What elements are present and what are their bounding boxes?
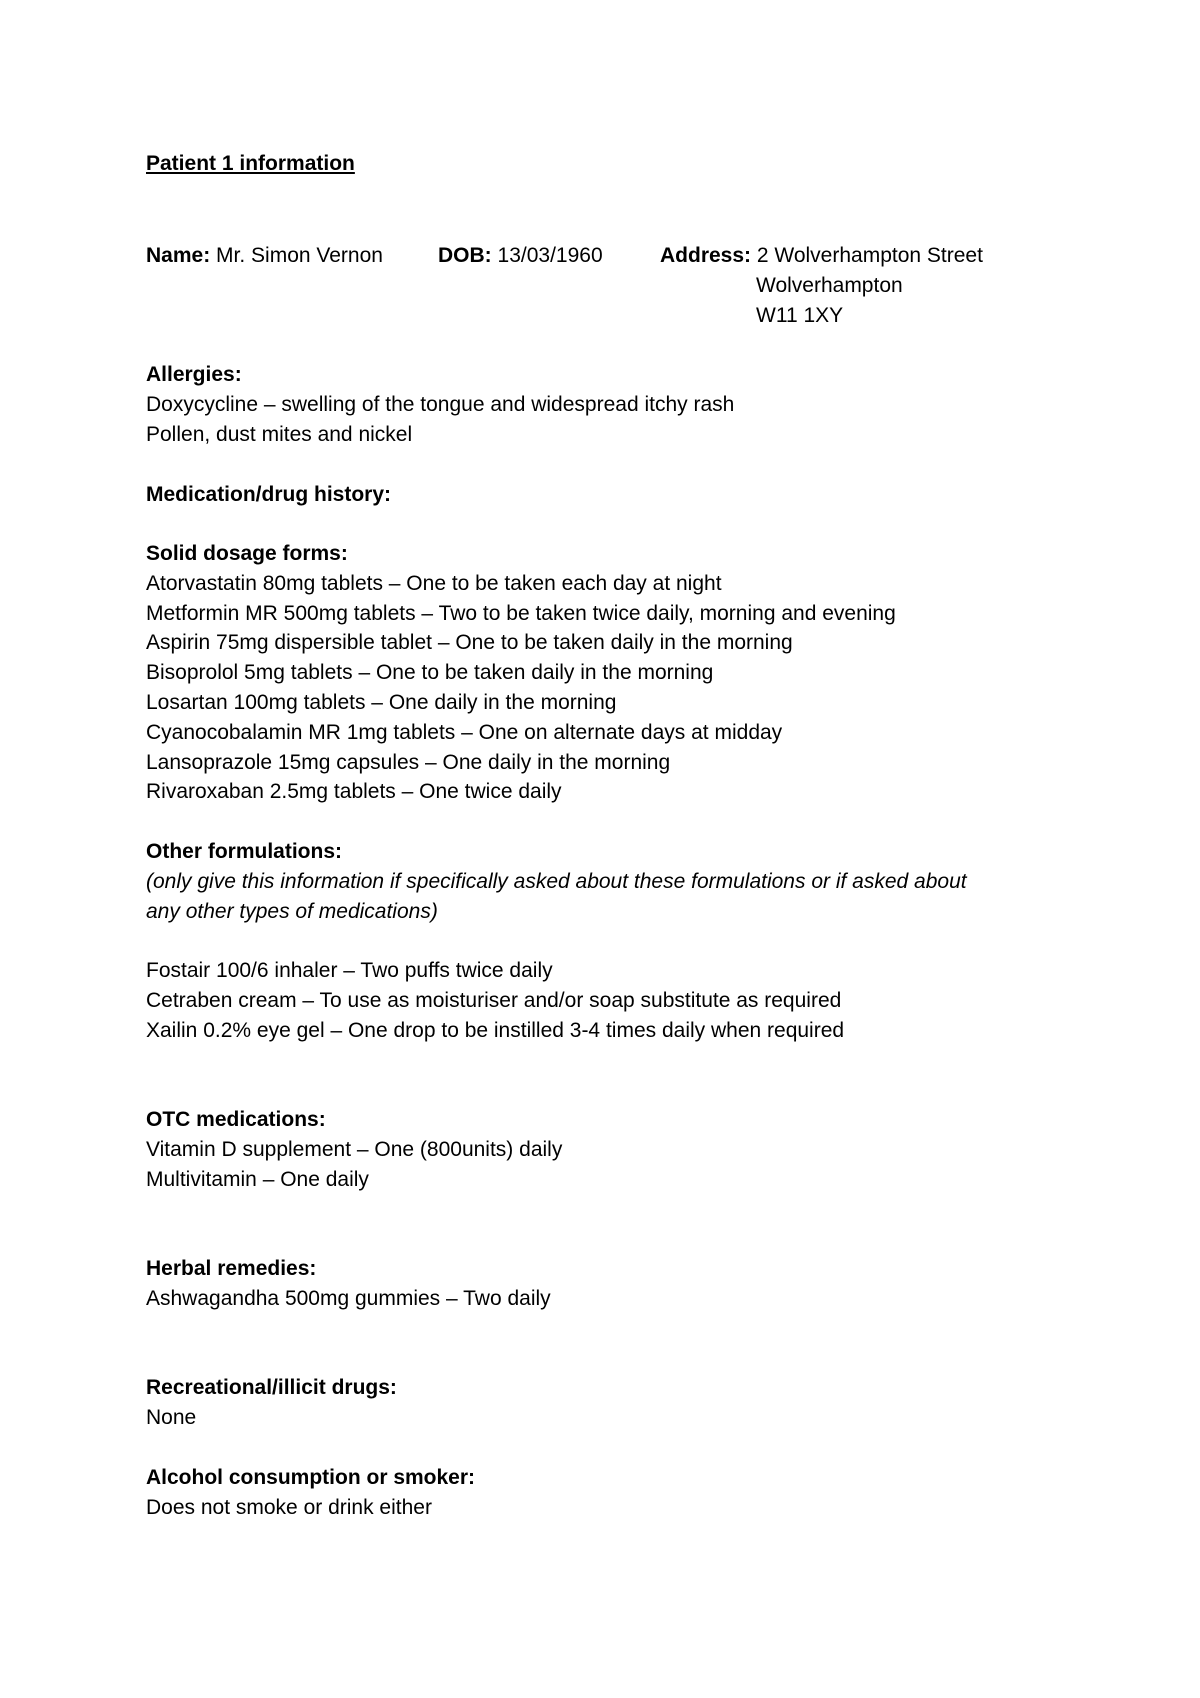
- solid-dosage-item: Bisoprolol 5mg tablets – One to be taken daily in the morning: [146, 661, 714, 684]
- name-value: Mr. Simon Vernon: [216, 244, 383, 267]
- herbal-heading: Herbal remedies:: [146, 1257, 317, 1280]
- solid-dosage-item: Metformin MR 500mg tablets – Two to be taken twice daily, morning and evening: [146, 602, 896, 625]
- solid-dosage-item: Lansoprazole 15mg capsules – One daily in the morning: [146, 751, 671, 774]
- document-title: Patient 1 information: [146, 152, 355, 175]
- name-label: Name:: [146, 244, 211, 267]
- solid-dosage-item: Cyanocobalamin MR 1mg tablets – One on alternate days at midday: [146, 721, 783, 744]
- other-formulation-item: Fostair 100/6 inhaler – Two puffs twice daily: [146, 959, 553, 982]
- allergy-item: Pollen, dust mites and nickel: [146, 423, 413, 446]
- allergies-heading: Allergies:: [146, 363, 242, 386]
- other-formulations-heading: Other formulations:: [146, 840, 343, 863]
- other-formulation-item: Xailin 0.2% eye gel – One drop to be instilled 3-4 times daily when required: [146, 1019, 845, 1042]
- otc-heading: OTC medications:: [146, 1108, 326, 1131]
- patient-dob-row: [438, 245, 603, 266]
- other-formulations-note: (only give this information if specifically asked about these formulations or if asked about: [146, 870, 967, 893]
- solid-dosage-item: Atorvastatin 80mg tablets – One to be taken each day at night: [146, 572, 722, 595]
- recreational-heading: Recreational/illicit drugs:: [146, 1376, 397, 1399]
- herbal-item: Ashwagandha 500mg gummies – Two daily: [146, 1287, 551, 1310]
- patient-address-row: [660, 245, 983, 266]
- patient-name-row: [146, 245, 383, 266]
- address-line-2: Wolverhampton: [756, 274, 903, 297]
- address-line-1: 2 Wolverhampton Street: [756, 244, 983, 267]
- solid-dosage-item: Rivaroxaban 2.5mg tablets – One twice daily: [146, 780, 562, 803]
- dob-label: DOB:: [438, 244, 492, 267]
- alcohol-smoking-value: Does not smoke or drink either: [146, 1496, 432, 1519]
- allergy-item: Doxycycline – swelling of the tongue and widespread itchy rash: [146, 393, 735, 416]
- medication-history-heading: Medication/drug history:: [146, 483, 392, 506]
- dob-value: 13/03/1960: [497, 244, 603, 267]
- address-label: Address:: [660, 244, 752, 267]
- address-line-3: W11 1XY: [756, 304, 844, 327]
- other-formulation-item: Cetraben cream – To use as moisturiser and/or soap substitute as required: [146, 989, 842, 1012]
- solid-dosage-item: Aspirin 75mg dispersible tablet – One to be taken daily in the morning: [146, 631, 793, 654]
- alcohol-smoking-heading: Alcohol consumption or smoker:: [146, 1466, 476, 1489]
- otc-item: Vitamin D supplement – One (800units) daily: [146, 1138, 563, 1161]
- recreational-value: None: [146, 1406, 197, 1429]
- solid-dosage-heading: Solid dosage forms:: [146, 542, 348, 565]
- solid-dosage-item: Losartan 100mg tablets – One daily in the morning: [146, 691, 617, 714]
- other-formulations-note: any other types of medications): [146, 900, 438, 923]
- otc-item: Multivitamin – One daily: [146, 1168, 369, 1191]
